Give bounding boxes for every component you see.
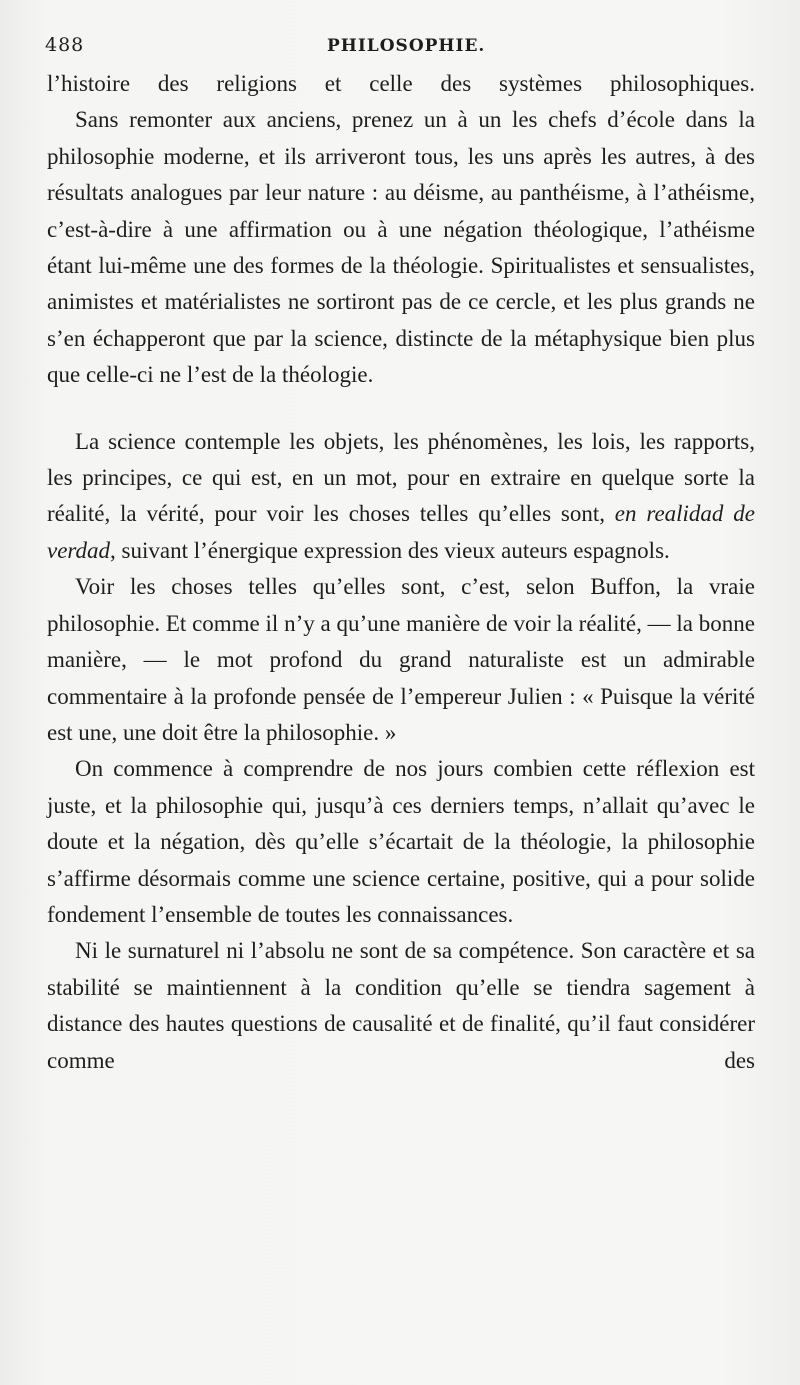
running-head: PHILOSOPHIE. xyxy=(327,36,486,56)
paragraph-6: Ni le surnaturel ni l’absolu ne sont de sa compétence. Son caractère et sa stabilité se maintiennent à la condition qu’elle se tiendra sagement à distance des hautes questions de causalité et de finalité, qu’il faut considérer comme des xyxy=(47,938,755,1073)
paragraph-3-text-after: , suivant l’énergique expression des vieux auteurs espagnols. xyxy=(110,537,670,563)
paragraph-3-text-before: La science contemple les objets, les phénomènes, les lois, les rapports, les principes, ce qui est, en un mot, pour en extraire en quelque sorte la réalité, la vérité, pour voir les choses telles qu’elles sont, xyxy=(47,428,755,527)
paragraph-3-italic-phrase: en realidad de verdad xyxy=(47,501,755,563)
paragraph-5: On commence à comprendre de nos jours combien cette réflexion est juste, et la philosophie qui, jusqu’à ces derniers temps, n’allait qu’avec le doute et la négation, dès qu’elle s’écartait de la théologie, la philosophie s’affirme désormais comme une science certaine, positive, qui a pour solide fondement l’ensemble de toutes les connaissances. xyxy=(47,756,755,927)
paragraph-1: l’histoire des religions et celle des systèmes philosophiques. xyxy=(47,71,755,96)
paragraph-4: Voir les choses telles qu’elles sont, c’est, selon Buffon, la vraie philosophie. Et comme il n’y a qu’une manière de voir la réalité, — la bonne manière, — le mot profond du grand naturaliste est un admirable commentaire à la profonde pensée de l’empereur Julien : « Puisque la vérité est une, une doit être la philosophie. » xyxy=(47,574,755,745)
paragraph-2: Sans remonter aux anciens, prenez un à un les chefs d’école dans la philosophie moderne, et ils arriveront tous, les uns après les autres, à des résultats analogues par leur nature : au déisme, au panthéisme, à l’athéisme, c’est-à-dire à une affirmation ou à une négation théologique, l’athéisme étant lui-même une des formes de la théologie. Spiritualistes et sensualistes, animistes et matérialistes ne sortiront pas de ce cercle, et les plus grands ne s’en échapperont que par la science, distincte de la métaphysique bien plus que celle-ci ne l’est de la théologie. xyxy=(47,107,755,388)
paragraph-3 xyxy=(47,424,755,570)
page-number: 488 xyxy=(45,34,85,56)
body-text xyxy=(47,66,755,1079)
page-header xyxy=(45,30,755,64)
